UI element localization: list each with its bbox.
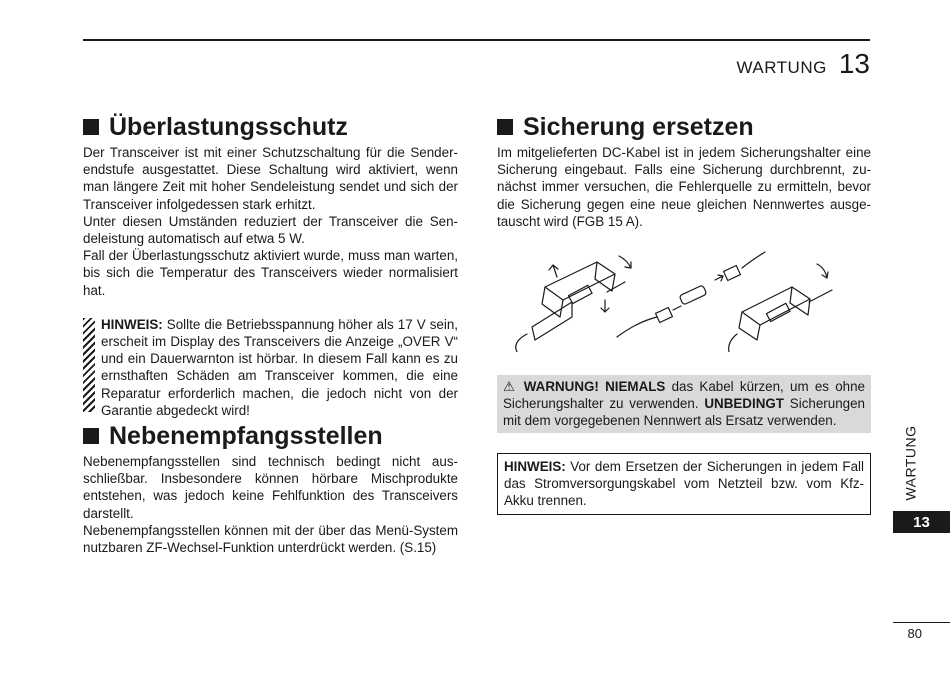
arrow-right-icon	[715, 275, 723, 281]
chapter-number: 13	[838, 48, 870, 79]
section-title-text: Sicherung ersetzen	[523, 113, 754, 141]
warning-text-1: das Kabel kürzen, um es ohne Sicherungshalter zu verwenden.	[503, 379, 865, 412]
warning-text-2: Sicherungen mit dem vorgegebenen Nennwert als Ersatz verwenden.	[503, 396, 865, 429]
warning-box	[497, 375, 871, 433]
right-column	[497, 110, 871, 515]
section-body-overload: Der Transceiver ist mit einer Schutzschaltung für die Senderendstufe ausgestattet. Diese Schaltung wird aktiviert, wenn man längere Zeit mit hoher Sendeleistung sendet und sich der Transceiver infolgedessen stark erhitzt. Unter diesen Umständen reduziert der Transceiver die Sendeleistung automatisch auf etwa 5 W. Fall der Überlastungsschutz aktiviert wurde, muss man warten, bis sich die Temperatur des Transceivers wieder normalisiert hat.	[83, 145, 458, 298]
warning-icon: ⚠	[503, 379, 518, 395]
section-heading-fuse	[497, 110, 871, 144]
fuse-holder-left-icon	[532, 302, 572, 340]
note-label: HINWEIS:	[101, 316, 163, 332]
arrow-down-icon	[601, 300, 609, 312]
fuse-holder-illustration	[497, 242, 871, 352]
bottom-rule	[893, 622, 950, 623]
note-overvoltage	[83, 316, 458, 419]
square-bullet-icon	[497, 119, 513, 135]
chapter-label: WARTUNG	[736, 58, 827, 77]
note-text: Sollte die Betriebsspannung höher als 17 V sein, erscheit im Display des Transceivers die Anzeige „OVER V“ und ein Dauerwarnton ist hörbar. In diesem Fall kann es zu ernsthaften Schäden am Transceiver kommen, die eine Reparatur erforderlich machen, die jedoch nicht von der Garantie abgedeckt wird!	[101, 316, 458, 418]
section-heading-overload	[83, 110, 458, 144]
note-label: HINWEIS:	[504, 458, 566, 474]
section-body-fuse: Im mitgelieferten DC-Kabel ist in jedem Sicherungshalter eine Sicherung eingebaut. Falls eine Sicherung durchbrennt, zunächst immer versuchen, die Fehlerquelle zu ermitteln, bevor die Sicherung gegen eine neue gleichen Nennwertes ausgetauscht wird (FGB 15 A).	[497, 145, 871, 229]
warning-label: WARNUNG! NIEMALS	[523, 379, 666, 395]
left-column	[83, 110, 458, 556]
page-number: 80	[907, 626, 922, 641]
arrow-rotate-icon	[619, 256, 631, 268]
chapter-header	[736, 48, 870, 80]
side-tab-number: 13	[893, 511, 950, 533]
side-tab-label: WARTUNG	[903, 425, 919, 501]
fuse-icon	[679, 285, 707, 305]
arrow-rotate-icon	[817, 264, 828, 278]
square-bullet-icon	[83, 119, 99, 135]
arrow-left-icon	[673, 306, 681, 310]
hatch-marker-icon	[83, 318, 95, 412]
top-rule	[83, 39, 870, 41]
note-box-disconnect	[497, 453, 871, 516]
section-body-spurious: Nebenempfangsstellen sind technisch bedingt nicht ausschließbar. Insbesondere können hörbare Mischprodukte entstehen, was jedoch keine Fehlfunktion des Transceivers darstellt. Nebenempfangsstellen können mit der über das Menü-System nutzbaren ZF-Wechsel-Funktion unterdrückt werden. (S.15)	[83, 454, 458, 556]
section-title-text: Überlastungsschutz	[109, 113, 348, 141]
square-bullet-icon	[83, 428, 99, 444]
section-title-text: Nebenempfangsstellen	[109, 422, 383, 451]
note-text: Vor dem Ersetzen der Sicherungen in jedem Fall das Stromversorgungskabel vom Netzteil bzw. vom Kfz-Akku trennen.	[504, 458, 864, 509]
arrow-up-icon	[549, 265, 558, 277]
warning-emphasis: UNBEDINGT	[704, 396, 784, 412]
section-heading-spurious	[83, 419, 458, 453]
